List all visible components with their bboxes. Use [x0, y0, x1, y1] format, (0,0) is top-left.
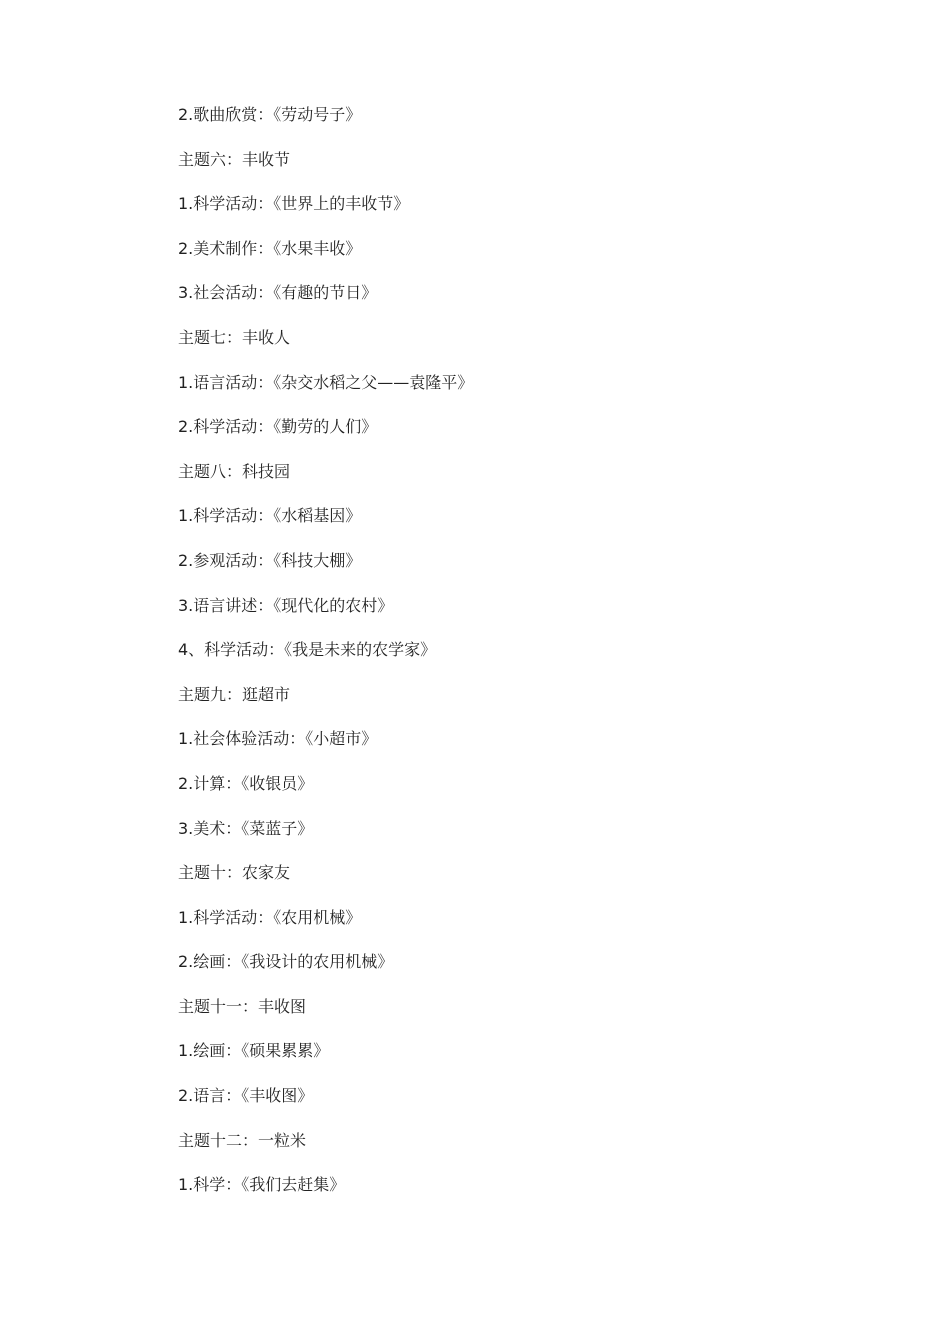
activity-item: 2.计算：《收银员》: [178, 773, 314, 793]
activity-item: 2.绘画：《我设计的农用机械》: [178, 952, 394, 972]
activity-item: 3.语言讲述：《现代化的农村》: [178, 595, 394, 615]
activity-item: 1.科学活动：《水稻基因》: [178, 506, 362, 526]
activity-item: 3.美术：《菜蓝子》: [178, 818, 314, 838]
theme-heading: 主题八：科技园: [178, 461, 291, 481]
activity-item: 2.语言：《丰收图》: [178, 1086, 314, 1106]
activity-item: 1.科学活动：《世界上的丰收节》: [178, 194, 410, 214]
theme-heading: 主题九：逛超市: [178, 684, 291, 704]
activity-item: 1.绘画：《硕果累累》: [178, 1041, 330, 1061]
theme-heading: 主题六：丰收节: [178, 149, 291, 169]
activity-item: 1.科学活动：《农用机械》: [178, 907, 362, 927]
activity-item: 2.歌曲欣赏：《劳动号子》: [178, 105, 362, 124]
activity-item: 4、科学活动：《我是未来的农学家》: [178, 640, 437, 660]
activity-item: 2.参观活动：《科技大棚》: [178, 550, 362, 570]
theme-heading: 主题十：农家友: [178, 863, 291, 883]
activity-item: 1.科学：《我们去赶集》: [178, 1175, 346, 1195]
activity-item: 1.社会体验活动：《小超市》: [178, 729, 378, 749]
theme-heading: 主题十二：一粒米: [178, 1130, 307, 1150]
activity-item: 2.科学活动：《勤劳的人们》: [178, 417, 378, 437]
theme-heading: 主题十一：丰收图: [178, 996, 307, 1016]
activity-item: 1.语言活动：《杂交水稻之父——袁隆平》: [178, 372, 474, 392]
activity-item: 2.美术制作：《水果丰收》: [178, 238, 362, 258]
document-body: [178, 101, 818, 1216]
theme-heading: 主题七：丰收人: [178, 327, 291, 347]
activity-item: 3.社会活动：《有趣的节日》: [178, 283, 378, 303]
